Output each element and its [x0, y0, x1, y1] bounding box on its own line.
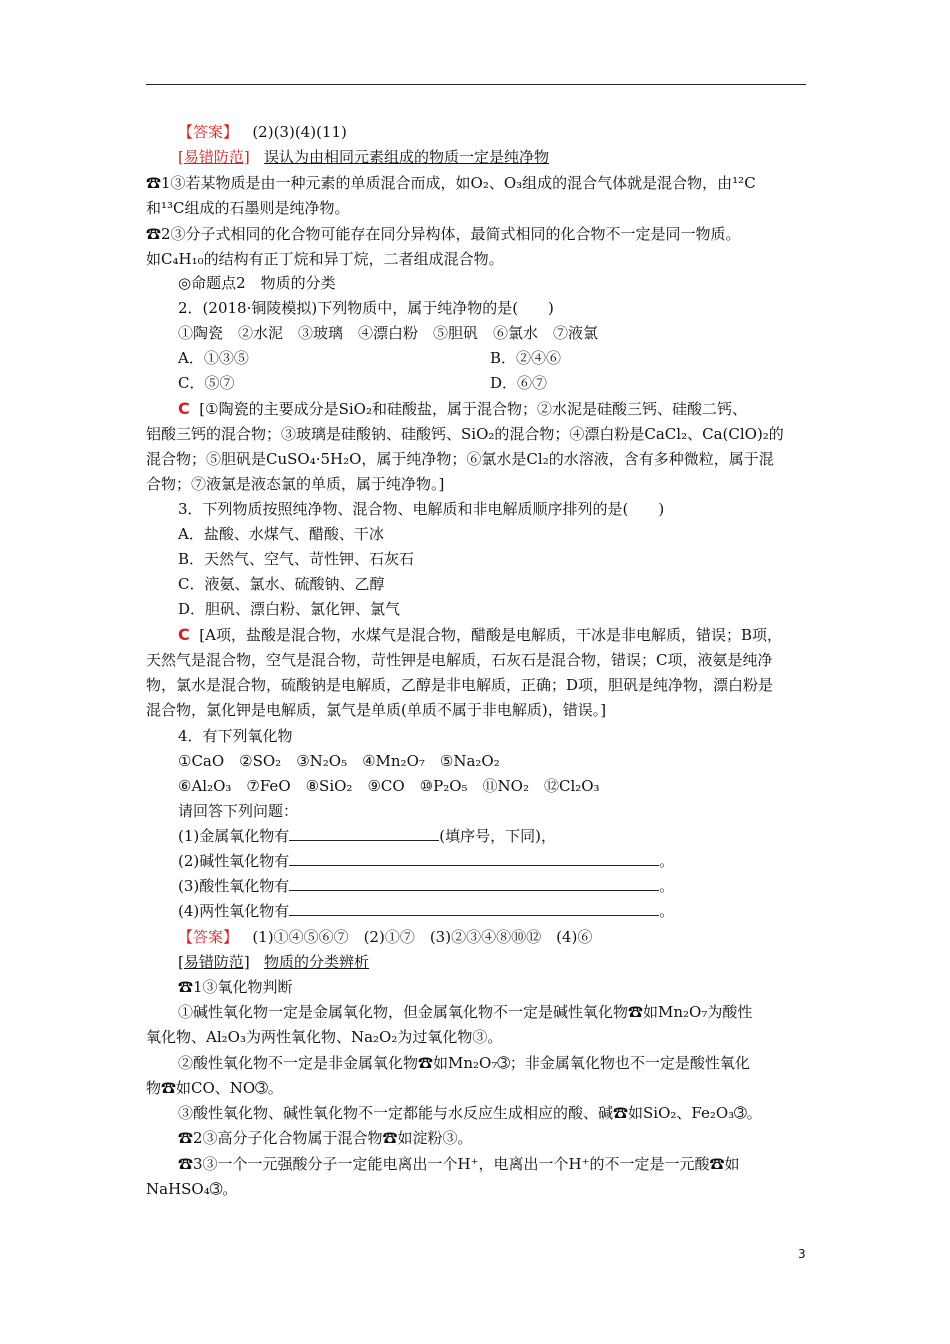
tip-title: 物质的分类辨析 — [264, 953, 370, 971]
q4-stem: 4．有下列氧化物 — [178, 727, 293, 745]
q4-sub-1: (1)金属氧化物有 (填序号，下同)， — [178, 827, 556, 845]
tip-2-h2: ☎2➂高分子化合物属于混合物☎如淀粉➂。 — [178, 1129, 473, 1147]
tip-2-h3a: ☎3➂一个一元强酸分子一定能电离出一个H⁺，电离出一个H⁺的不一定是一元酸☎如 — [178, 1155, 740, 1173]
answer-1 — [178, 121, 347, 143]
tip-2-c1: ③酸性氧化物、碱性氧化物不一定都能与水反应生成相应的酸、碱☎如SiO₂、Fe₂O₃➂。 — [178, 1104, 762, 1122]
tip-2-b2: 物☎如CO、NO➂。 — [146, 1079, 283, 1097]
q4-sub-3: (3)酸性氧化物有 。 — [178, 877, 675, 895]
answer-label: 【答案】 — [178, 123, 239, 141]
answer-value: (2)(3)(4)(11) — [252, 123, 347, 141]
q2-explanation-1: C [①陶瓷的主要成分是SiO₂和硅酸盐，属于混合物；②水泥是硅酸三钙、硅酸二钙、 — [178, 399, 747, 418]
tip-1-p2b: 如C₄H₁₀的结构有正丁烷和异丁烷，二者组成混合物。 — [146, 250, 504, 268]
answer-blank-4 — [289, 901, 659, 916]
q2-option-d: D．⑥⑦ — [490, 374, 548, 392]
answer-blank-2 — [289, 851, 659, 866]
q2-option-b: B．②④⑥ — [490, 349, 562, 367]
answer-label: 【答案】 — [178, 928, 239, 946]
answer-blank-3 — [289, 876, 659, 891]
answer-4 — [178, 926, 592, 948]
tip-tag: [易错防范] — [178, 148, 250, 166]
tip-2-heading — [178, 951, 369, 973]
q3-explanation-3: 物，氯水是混合物，硫酸钠是电解质，乙醇是非电解质，正确；D项，胆矾是纯净物，漂白粉是 — [146, 676, 774, 694]
tip-2-h3b: NaHSO₄➂。 — [146, 1180, 238, 1198]
tip-1-p2a: ☎2➂分子式相同的化合物可能存在同分异构体，最简式相同的化合物不一定是同一物质。 — [146, 225, 741, 243]
q2-explanation-3: 混合物；⑤胆矾是CuSO₄·5H₂O，属于纯净物；⑥氯水是Cl₂的水溶液，含有多种微粒，属于混 — [146, 450, 774, 468]
tip-1-p1b: 和¹³C组成的石墨则是纯净物。 — [146, 199, 350, 217]
tip-1-p1a: ☎1➂若某物质是由一种元素的单质混合而成，如O₂、O₃组成的混合气体就是混合物，由¹²C — [146, 174, 756, 192]
tip-2-b1: ②酸性氧化物不一定是非金属氧化物☎如Mn₂O₇➂；非金属氧化物也不一定是酸性氧化 — [178, 1054, 750, 1072]
tip-title: 误认为由相同元素组成的物质一定是纯净物 — [264, 148, 550, 166]
q3-explanation-4: 混合物，氯化钾是电解质，氯气是单质(单质不属于非电解质)，错误。] — [146, 701, 607, 719]
header-rule — [146, 84, 806, 85]
tip-2-a2: 氧化物、Al₂O₃为两性氧化物、Na₂O₂为过氧化物➂。 — [146, 1028, 503, 1046]
tip-2-h1: ☎1➂氧化物判断 — [178, 978, 293, 996]
q3-option-d: D．胆矾、漂白粉、氯化钾、氯气 — [178, 600, 401, 618]
q3-option-a: A．盐酸、水煤气、醋酸、干冰 — [178, 525, 384, 543]
tip-1-heading — [178, 146, 549, 168]
section-heading: ◎命题点2 物质的分类 — [178, 274, 336, 292]
q3-option-b: B．天然气、空气、苛性钾、石灰石 — [178, 550, 415, 568]
page-number: 3 — [798, 1247, 806, 1261]
tip-2-a1: ①碱性氧化物一定是金属氧化物，但金属氧化物不一定是碱性氧化物☎如Mn₂O₇为酸性 — [178, 1003, 753, 1021]
q2-option-c: C．⑤⑦ — [178, 374, 235, 392]
q2-items: ①陶瓷 ②水泥 ③玻璃 ④漂白粉 ⑤胆矾 ⑥氯水 ⑦液氯 — [178, 324, 599, 342]
answer-value: (1)①④⑤⑥⑦ (2)①⑦ (3)②③④⑧⑩⑫ (4)⑥ — [252, 928, 593, 946]
q3-option-c: C．液氨、氯水、硫酸钠、乙醇 — [178, 575, 385, 593]
q4-prompt: 请回答下列问题： — [178, 802, 299, 820]
q2-explanation-2: 铝酸三钙的混合物；③玻璃是硅酸钠、硅酸钙、SiO₂的混合物；④漂白粉是CaCl₂、Ca(ClO)₂的 — [146, 425, 784, 443]
answer-blank-1 — [289, 826, 439, 841]
q3-stem: 3．下列物质按照纯净物、混合物、电解质和非电解质顺序排列的是( ) — [178, 500, 665, 518]
q4-sub-4: (4)两性氧化物有 。 — [178, 902, 675, 920]
q4-row-1: ①CaO ②SO₂ ③N₂O₅ ④Mn₂O₇ ⑤Na₂O₂ — [178, 752, 500, 770]
q3-explanation-1: C [A项，盐酸是混合物，水煤气是混合物，醋酸是电解质，干冰是非电解质，错误；B项， — [178, 625, 783, 644]
q2-key: C — [178, 399, 190, 418]
q3-key: C — [178, 625, 190, 644]
q2-option-a: A．①③⑤ — [178, 349, 249, 367]
q2-explanation-4: 合物；⑦液氯是液态氯的单质，属于纯净物。] — [146, 475, 445, 493]
q2-stem: 2．(2018·铜陵模拟)下列物质中，属于纯净物的是( ) — [178, 299, 554, 317]
tip-tag: [易错防范] — [178, 953, 250, 971]
q4-sub-2: (2)碱性氧化物有 。 — [178, 852, 675, 870]
q4-row-2: ⑥Al₂O₃ ⑦FeO ⑧SiO₂ ⑨CO ⑩P₂O₅ ⑪NO₂ ⑫Cl₂O₃ — [178, 777, 600, 795]
q3-explanation-2: 天然气是混合物，空气是混合物，苛性钾是电解质，石灰石是混合物，错误；C项，液氨是纯净 — [146, 651, 773, 669]
